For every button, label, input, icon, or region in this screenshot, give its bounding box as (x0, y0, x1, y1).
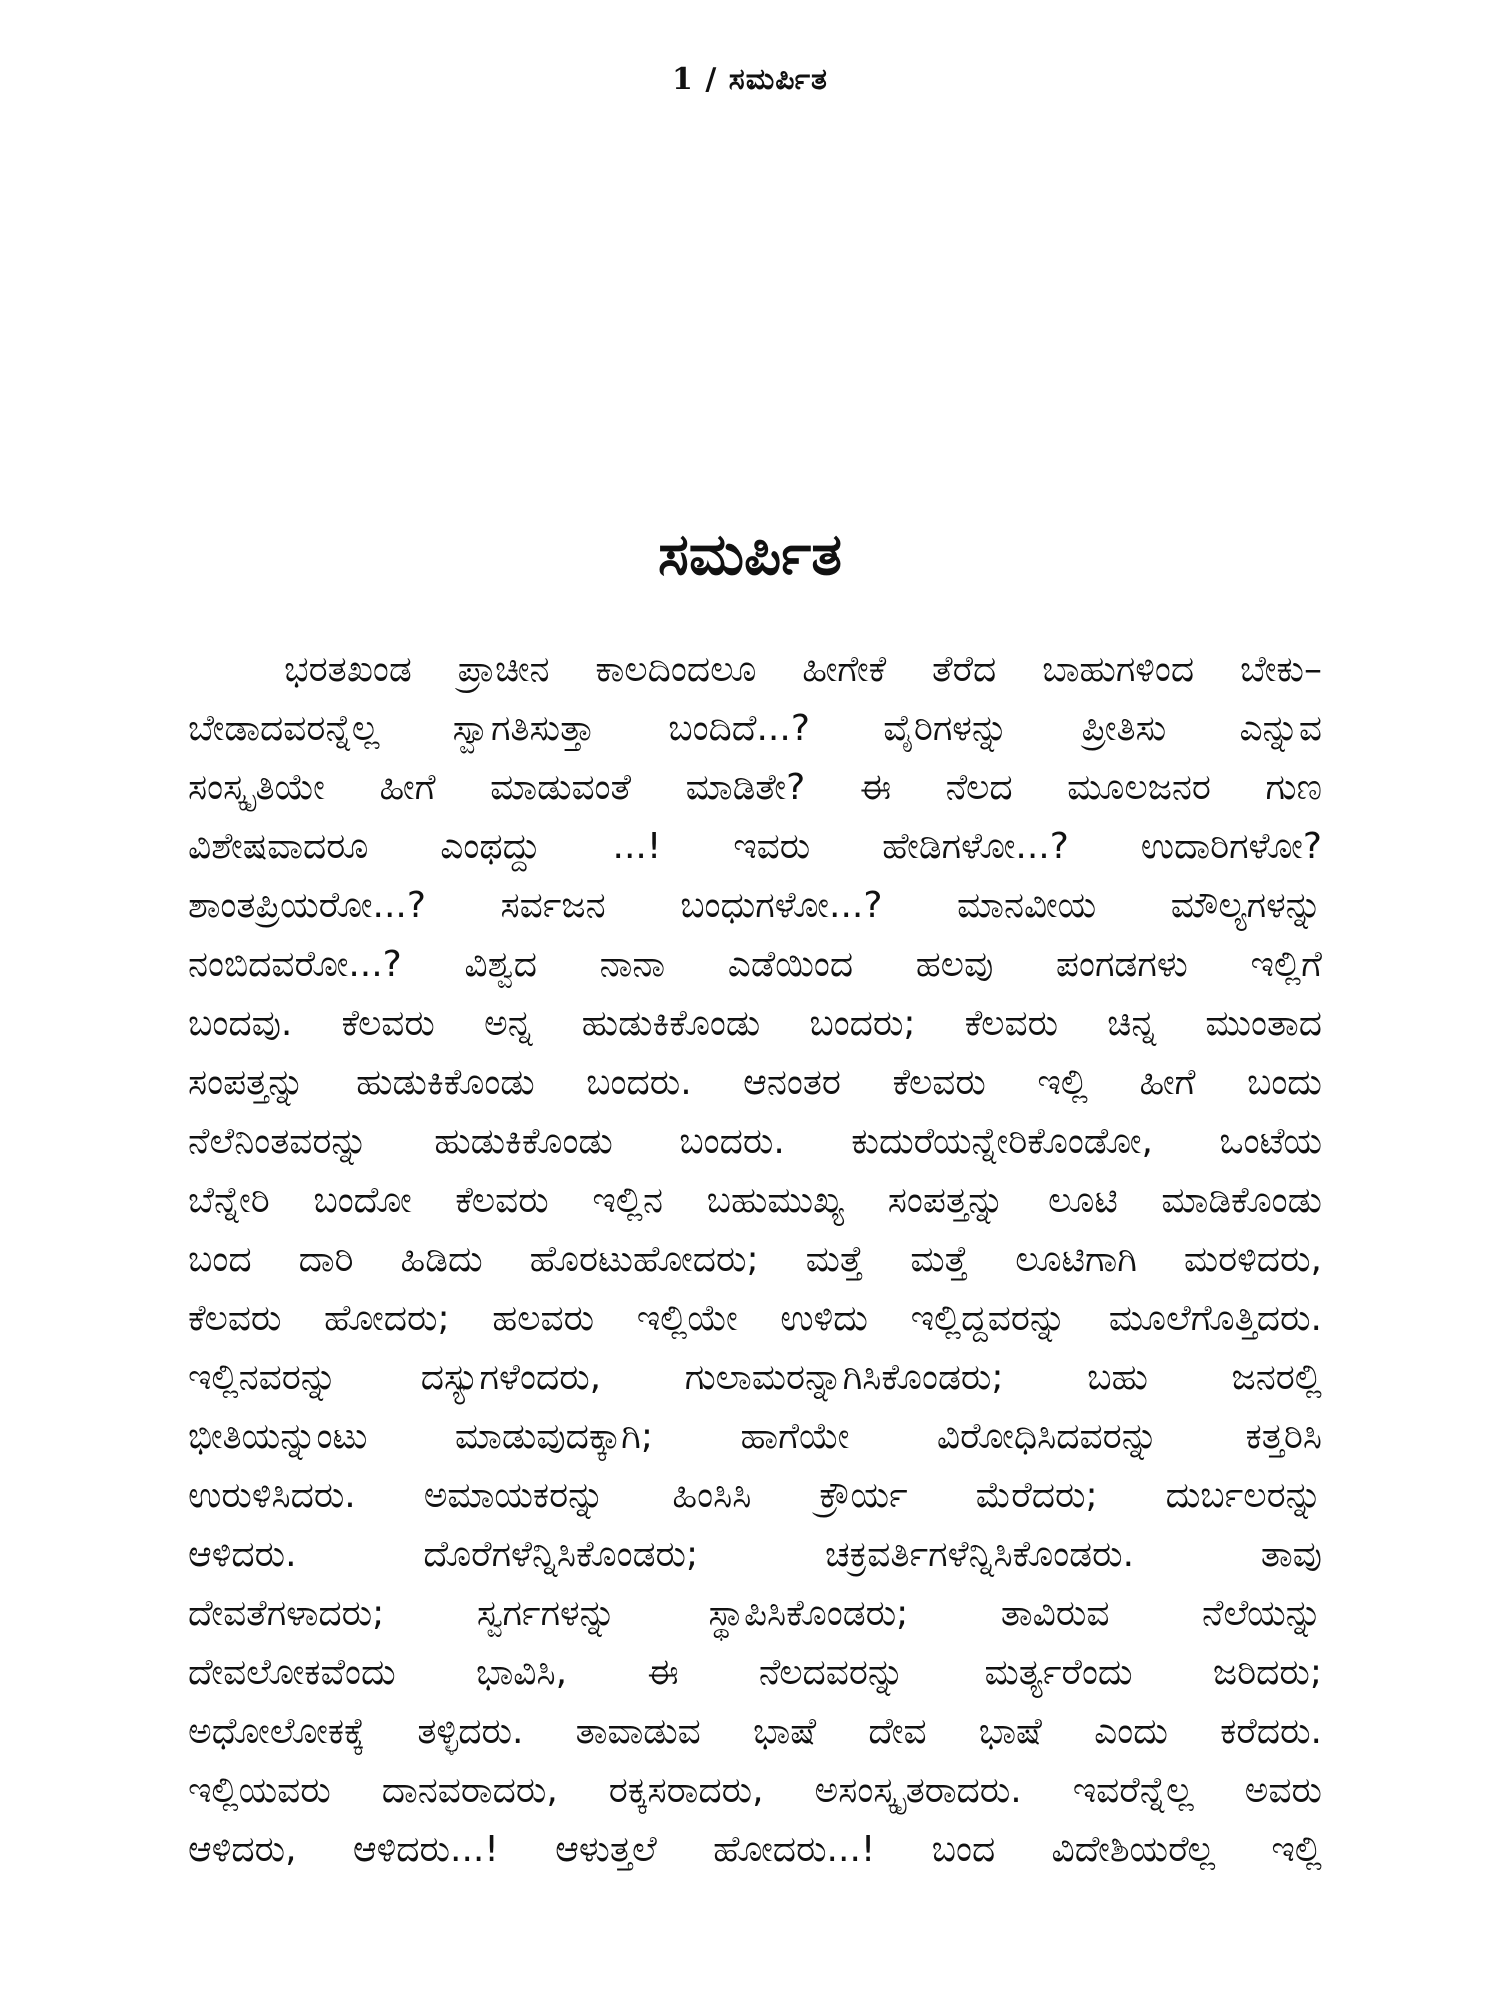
body-line: ಅಧೋಲೋಕಕ್ಕೆ ತಳ್ಳಿದರು. ತಾವಾಡುವ ಭಾಷೆ ದೇವ ಭಾಷೆ ಎಂದು ಕರೆದರು. (188, 1711, 1322, 1752)
page-number: 1 (672, 62, 694, 97)
body-line: ದೇವತೆಗಳಾದರು; ಸ್ವರ್ಗಗಳನ್ನು ಸ್ಥಾಪಿಸಿಕೊಂಡರು; ತಾವಿರುವ ನೆಲೆಯನ್ನು (188, 1593, 1322, 1634)
body-line: ನಂಬಿದವರೋ...? ವಿಶ್ವದ ನಾನಾ ಎಡೆಯಿಂದ ಹಲವು ಪಂಗಡಗಳು ಇಲ್ಲಿಗೆ (188, 944, 1322, 985)
body-line: ದೇವಲೋಕವೆಂದು ಭಾವಿಸಿ, ಈ ನೆಲದವರನ್ನು ಮರ್ತ್ಯರೆಂದು ಜರಿದರು; (188, 1652, 1322, 1693)
body-line: ಭೀತಿಯನ್ನುಂಟು ಮಾಡುವುದಕ್ಕಾಗಿ; ಹಾಗೆಯೇ ವಿರೋಧಿಸಿದವರನ್ನು ಕತ್ತರಿಸಿ (188, 1416, 1322, 1457)
header-separator: / (705, 62, 718, 97)
body-line: ಬೇಡಾದವರನ್ನೆಲ್ಲ ಸ್ವಾಗತಿಸುತ್ತಾ ಬಂದಿದೆ...? ವೈರಿಗಳನ್ನು ಪ್ರೀತಿಸು ಎನ್ನುವ (188, 708, 1322, 749)
body-line: ಶಾಂತಪ್ರಿಯರೋ...? ಸರ್ವಜನ ಬಂಧುಗಳೋ...? ಮಾನವೀಯ ಮೌಲ್ಯಗಳನ್ನು (188, 885, 1322, 926)
body-line: ಇಲ್ಲಿನವರನ್ನು ದಸ್ಯುಗಳೆಂದರು, ಗುಲಾಮರನ್ನಾಗಿಸಿಕೊಂಡರು; ಬಹು ಜನರಲ್ಲಿ (188, 1357, 1322, 1398)
body-line: ಉರುಳಿಸಿದರು. ಅಮಾಯಕರನ್ನು ಹಿಂಸಿಸಿ ಕ್ರೌರ್ಯ ಮೆರೆದರು; ದುರ್ಬಲರನ್ನು (188, 1475, 1322, 1516)
body-line: ಭರತಖಂಡ ಪ್ರಾಚೀನ ಕಾಲದಿಂದಲೂ ಹೀಗೇಕೆ ತೆರೆದ ಬಾಹುಗಳಿಂದ ಬೇಕು– (284, 649, 1322, 690)
body-line: ಆಳಿದರು. ದೊರೆಗಳೆನ್ನಿಸಿಕೊಂಡರು; ಚಕ್ರವರ್ತಿಗಳೆನ್ನಿಸಿಕೊಂಡರು. ತಾವು (188, 1534, 1322, 1575)
body-line: ಸಂಸ್ಕೃತಿಯೇ ಹೀಗೆ ಮಾಡುವಂತೆ ಮಾಡಿತೇ? ಈ ನೆಲದ ಮೂಲಜನರ ಗುಣ (188, 767, 1322, 808)
body-line: ವಿಶೇಷವಾದರೂ ಎಂಥದ್ದು ...! ಇವರು ಹೇಡಿಗಳೋ...? ಉದಾರಿಗಳೋ? (188, 826, 1322, 867)
body-line: ಬಂದ ದಾರಿ ಹಿಡಿದು ಹೊರಟುಹೋದರು; ಮತ್ತೆ ಮತ್ತೆ ಲೂಟಿಗಾಗಿ ಮರಳಿದರು, (188, 1239, 1322, 1280)
body-line: ಇಲ್ಲಿಯವರು ದಾನವರಾದರು, ರಕ್ಕಸರಾದರು, ಅಸಂಸ್ಕೃತರಾದರು. ಇವರೆನ್ನೆಲ್ಲ ಅವರು (188, 1770, 1322, 1811)
body-paragraph (188, 640, 1322, 1879)
chapter-title: ಸಮರ್ಪಿತ (658, 520, 842, 588)
body-line: ನೆಲೆನಿಂತವರನ್ನು ಹುಡುಕಿಕೊಂಡು ಬಂದರು. ಕುದುರೆಯನ್ನೇರಿಕೊಂಡೋ, ಒಂಟೆಯ (188, 1121, 1322, 1162)
running-header (0, 62, 1500, 97)
body-line: ಬೆನ್ನೇರಿ ಬಂದೋ ಕೆಲವರು ಇಲ್ಲಿನ ಬಹುಮುಖ್ಯ ಸಂಪತ್ತನ್ನು ಲೂಟಿ ಮಾಡಿಕೊಂಡು (188, 1180, 1322, 1221)
body-line: ಬಂದವು. ಕೆಲವರು ಅನ್ನ ಹುಡುಕಿಕೊಂಡು ಬಂದರು; ಕೆಲವರು ಚಿನ್ನ ಮುಂತಾದ (188, 1003, 1322, 1044)
body-line: ಆಳಿದರು, ಆಳಿದರು...! ಆಳುತ್ತಲೆ ಹೋದರು...! ಬಂದ ವಿದೇಶಿಯರೆಲ್ಲ ಇಲ್ಲಿ (188, 1829, 1322, 1870)
running-title: ಸಮರ್ಪಿತ (728, 62, 828, 97)
body-line: ಸಂಪತ್ತನ್ನು ಹುಡುಕಿಕೊಂಡು ಬಂದರು. ಆನಂತರ ಕೆಲವರು ಇಲ್ಲಿ ಹೀಗೆ ಬಂದು (188, 1062, 1322, 1103)
body-line: ಕೆಲವರು ಹೋದರು; ಹಲವರು ಇಲ್ಲಿಯೇ ಉಳಿದು ಇಲ್ಲಿದ್ದವರನ್ನು ಮೂಲೆಗೊತ್ತಿದರು. (188, 1298, 1322, 1339)
